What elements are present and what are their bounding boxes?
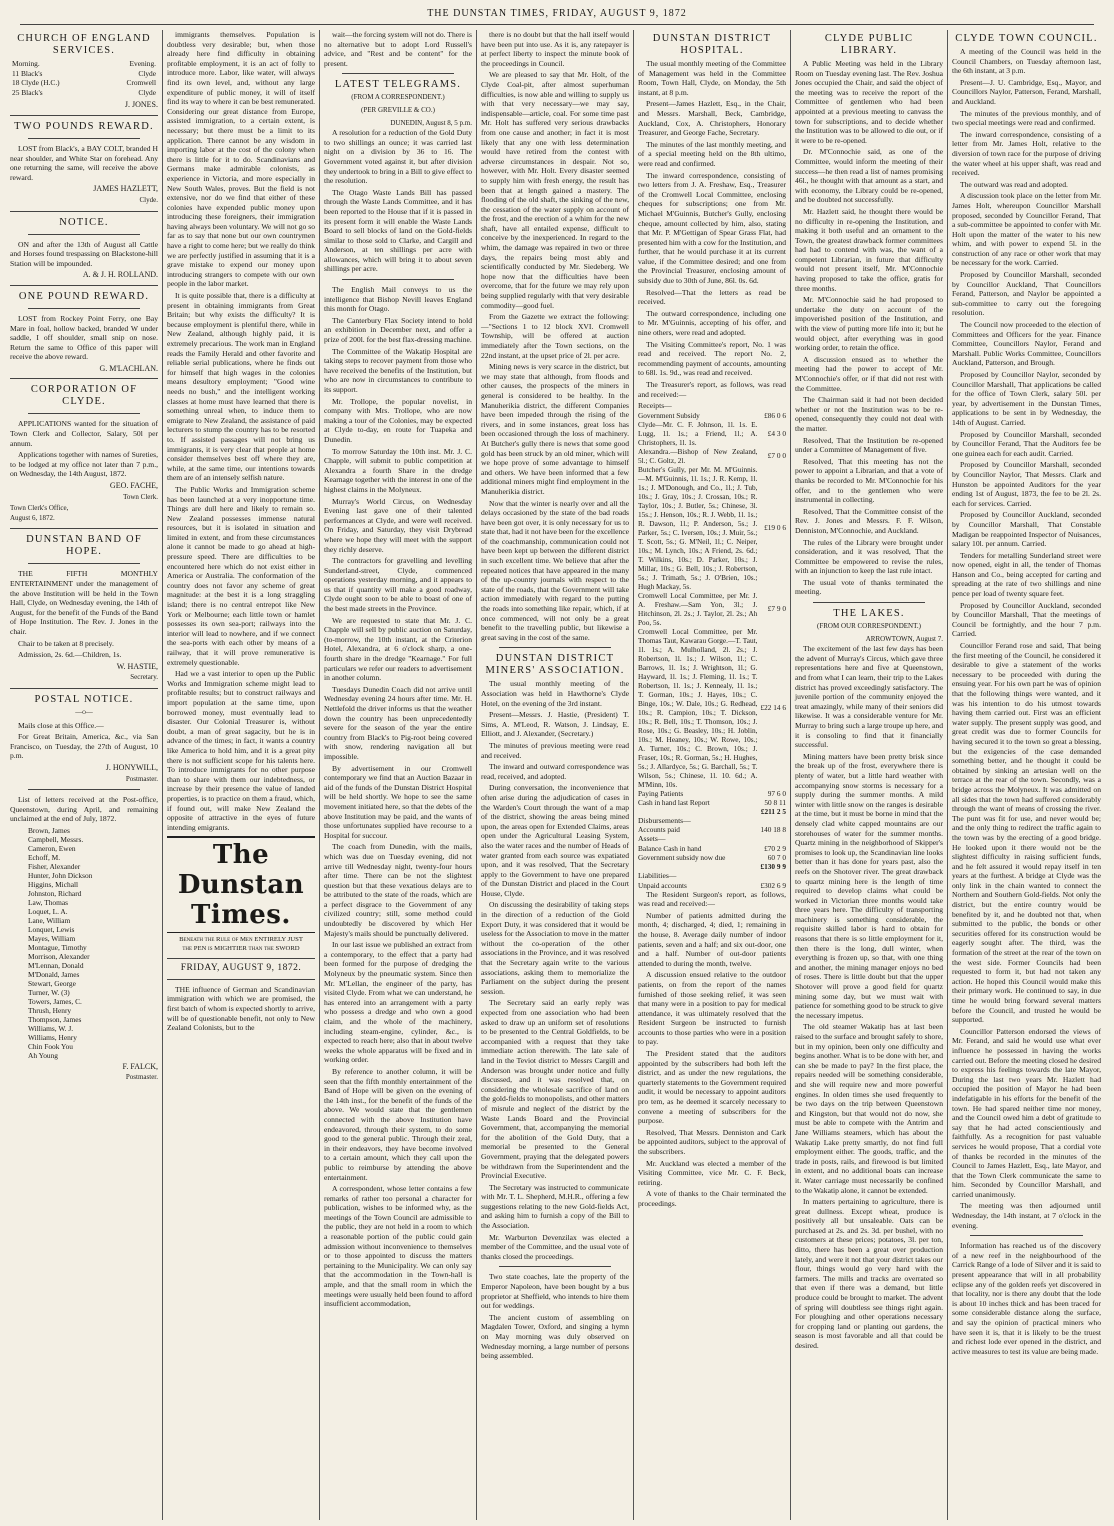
ledger-amount: £86 0 6 (764, 410, 786, 420)
column-2 (163, 30, 320, 1520)
article-paragraph: Mining news is very scarce in the district, but we may state that although, from floods and other causes, the prospects of the miners in general is considered to be healthy. In the Manuherikia district, the different Companies have been impeded through the rising of the rivers, and in some instances, great loss has been occasioned through the loss of machinery. At Butcher's gully there is news that some good gold has been struck by an old miner, which will we hope prove of some advantage to himself and others. We have been informed that a few additional miners might find employment in the Manuherikia district. (481, 362, 629, 496)
article-paragraph: A meeting of the Council was held in the Council Chambers, on Tuesday afternoon last, the 6th instant, at 3 p.m. (952, 47, 1101, 76)
band-of-hope-chair: Chair to be taken at 8 precisely. (18, 638, 114, 648)
receipts-total: £211 2 5 (760, 806, 786, 816)
column-5 (634, 30, 791, 1520)
page-header (0, 0, 1114, 28)
editorial-paragraph: immigrants themselves. Population is doubtless very desirable; but, when those already here find difficulty in obtaining profitable employment, it is an act of folly to introduce more. Labor, like water, will always find its own level, and, without any large expenditure of public money, it will of itself find its way to where it can be best remunerated. Considering our great distance from Europe, assisted immigration, to a certain extent, is necessary; but there must be a limit to its application. There cannot be any wisdom in importing labor at the cost of the colony when there is little for it to do. Scandinavians and Germans make admirable colonists, as experience in Victoria, and more especially in New South Wales, proves. But the field is not extensive, nor do we find that either of these colonies have expended public money upon introducing these foreigners, their immigration having always been voluntary. We will not go so far as to say that none but our own countrymen have a right to come here; but we really do think we are perfectly justified in assuming that it is a grave mistake to expend our money upon introducing strangers to compete with our own people in the labor market. (167, 30, 315, 289)
article-paragraph: The rules of the Library were brought under consideration, and it was resolved, That the Committee be empowered to revise the rules, with an injunction to keep the last rule intact. (795, 537, 943, 576)
article-paragraph: The Council now proceeded to the election of Committees and Officers for the year. Finance Committee, Councillors Naylor, Ferand and Marshall. Public Works Committee, Councillors Auckland, Patterson, and Brough. (952, 320, 1101, 368)
article-paragraph: The Secretary was instructed to communicate with Mr. T. L. Shepherd, M.H.R., offering a few suggestions relating to the new Gold-fields Act, and asking him to furnish a copy of the Bill to the Association. (481, 1182, 629, 1231)
receipts-title: Receipts— (638, 401, 672, 411)
band-of-hope-admission: Admission, 2s. 6d.—Children, 1s. (18, 650, 122, 660)
article-paragraph: The usual vote of thanks terminated the meeting. (795, 577, 943, 597)
ledger-amount: 140 18 8 (760, 825, 786, 835)
notice-signature: A. & J. H. ROLLAND. (82, 270, 158, 280)
ledger-amount: 60 7 0 (767, 852, 786, 862)
postal-title: Postmaster. (125, 774, 158, 783)
unclaimed-letters-list (10, 826, 158, 1060)
table-row (638, 798, 786, 807)
article-paragraph: The inward correspondence, consisting of a letter from Mr. James Holt, relative to the diversion of town race for the purpose of driving the water wheel at his upper shaft, was read and received. (952, 129, 1101, 178)
divider (10, 211, 158, 212)
running-head: THE DUNSTAN TIMES, FRIDAY, AUGUST 9, 1872 (427, 8, 687, 19)
article-paragraph: The minutes of previous meeting were read and received. (481, 740, 629, 760)
article-paragraph: A Public Meeting was held in the Library Room on Tuesday evening last. The Rev. Joshua Jones occupied the Chair, and said the object of the meeting was to receive the report of the Committee of gentlemen who had been appointed at a previous meeting to canvass the town for subscriptions, and to decide whether the Institution was to be allowed to die out, or if it were to be re-opened. (795, 59, 943, 145)
notice-heading: NOTICE. (59, 216, 109, 228)
postal-heading: POSTAL NOTICE. (34, 693, 134, 705)
list-item: Law, Thomas (28, 897, 69, 907)
article-paragraph: The usual monthly meeting of the Committee of Management was held in the Committee Room, Town Hall, Clyde, on Monday, the 5th instant, at 8 p.m. (638, 59, 786, 97)
lakes-source: (FROM OUR CORRESPONDENT.) (817, 622, 921, 631)
services-row-1-morning: 11 Black's (12, 68, 43, 78)
article-paragraph: Councillor Patterson endorsed the views of Mr. Ferand, and said he would use what ever influence he possessed in having the works carried out. Before the meeting closed he desired to express his feelings towards the late Mayor, During the last two years Mr. Hazlett had occupied the position of Mayor he had been indefatigable in his efforts for the benefit of the town. He had spared neither time nor money, and the Council owed him a debt of gratitude to say that he had acted conscientiously and faithfully. As a recognition for past valuable services he would propose, That a cordial vote of thanks be recorded in the minutes of the Council to James Hazlett, Esq., late Mayor, and that the Town Clerk communicate the same to him. Seconded by Councillor Marshall, and carried unanimously. (952, 1026, 1101, 1199)
divider (28, 138, 140, 139)
band-of-hope-title: Secretary. (130, 673, 158, 682)
table-row (638, 853, 786, 862)
postal-text-2: For Great Britain, America, &c., via San Francisco, on Tuesday, the 27th of August, 10 p.m. (10, 732, 158, 761)
article-paragraph: A discussion took place on the letter from Mr. James Holt, whereupon Councillor Marshall proposed, seconded by Councillor Ferand, That a sub-committee be appointed to confer with Mr. Holt upon the matter of the water to his new whim, and with power to expend 5l. in the construction of any race or other work that may be necessary for the work. Carried. (952, 191, 1101, 268)
divider (28, 563, 140, 564)
ledger-amount: £19 0 6 (764, 523, 786, 533)
miners-association-heading: DUNSTAN DISTRICT MINERS' ASSOCIATION. (485, 653, 625, 677)
article-paragraph: Murray's World Circus, on Wednesday Evening last gave one of their talented performances at Clyde, and were well received. On Friday, and Saturday, they visit Drybread where we hope they will meet with the support they richly deserve. (324, 496, 472, 554)
table-row (638, 862, 786, 871)
editorial-paragraph: The Public Works and Immigration scheme has been launched at a very inopportune time. Things are dull here and likely to remain so. New Zealand possesses immense natural resources, but it is isolated in situation and limited in extent, and from these circumstances alone it cannot be made to go ahead at high-pressure speed. There are difficulties to be encountered here which do not exist either in America or Australia. The conformation of the country does not favor any scheme of great magnitude: at the best it is a long straggling island; there is no central entrepot like New York or Melbourne; each little town or hamlet possesses its own sea-port; railways into the interior will lead to nowhere, and if we connect the sea-ports with each other by means of a railway, that it will prove remunerative is extremely questionable. (167, 484, 315, 667)
divider (10, 688, 158, 689)
list-item: Echoff, M. (28, 852, 61, 862)
divider (10, 378, 158, 379)
receipts-table (638, 411, 786, 816)
list-item: Cameron, Ewen (28, 843, 76, 853)
telegrams-source: (FROM A CORRESPONDENT.) (351, 93, 445, 102)
ledger-amount: £302 6 9 (760, 880, 786, 890)
reward1-place: Clyde. (139, 195, 158, 204)
ledger-amount: £70 2 9 (764, 843, 786, 853)
reward2-text: LOST from Rockey Point Ferry, one Bay Mare in foal, hollow backed, branded W under saddle, I off shoulder, small snip on nose. Return the same to Office of this paper will receive the above reward. (10, 313, 158, 362)
editorial-paragraph: THE influence of German and Scandinavian immigration with which we are promised, the first batch of whom is expected shortly to arrive, will be of questionable benefit, not only to New Zealand Colonists, but to the (167, 984, 315, 1033)
corporation-date: August 6, 1872. (10, 513, 55, 522)
article-paragraph: A resolution for a reduction of the Gold Duty to two shillings an ounce; it was carried last night on a division by 36 to 16. The Government voted against it, but after division they undertook to bring in a Bill to give effect to the resolution. (324, 128, 472, 186)
church-signature: J. JONES. (124, 100, 158, 110)
article-paragraph: Number of patients admitted during the month, 4; discharged, 4; died, 1; remaining in the house, 8. Average daily number of indoor patients, seven and a half; and six out-door, one and a half. Number of out-door patients attended to during the month, twelve. (638, 910, 786, 968)
ledger-label: Government subsidy now due (638, 852, 726, 862)
article-paragraph: The inward correspondence, consisting of two letters from J. A. Freshaw, Esq., Treasurer of the Cromwell Local Committee, enclosing cheques for subscriptions; one from Mr. Michael M'Guinnis, Butcher's Gully, enclosing cheque, amount collected by him, also, stating that Mr. P. M'Gettigan of Spear Grass Flat, had presented him with a cow for the Institution, and further, that he would purchase it at its current value, if the Committee desired; and one from the Provincial Treasurer, enclosing amount of subsidy due to 30th of June, 86l. 0s. 6d. (638, 170, 786, 286)
table-row (638, 807, 786, 816)
ledger-amount: 50 8 11 (764, 797, 786, 807)
article-paragraph: Resolved, That the Committee consist of the Rev. J. Jones and Messrs. F. F. Wilson, Denniston, M'Connochie, and Auckland. (795, 506, 943, 535)
article-paragraph: A discussion ensued as to whether the meeting had the power to accept of Mr. M'Connochie's offer, or if that did not rest with the Committee. (795, 354, 943, 393)
article-paragraph: A correspondent, whose letter contains a few remarks of rather too personal a character for publication, wishes to be informed why, as the meetings of the Town Council are admissible to the public, they are not held in a room to which a reasonable portion of the public could gain admission without inconvenience to themselves or to those appointed to discuss the matters pertaining to the Municipality. We can only say that the accommodation in the Town-hall is ample, and that the small room in which the meetings were usually held been found to afford insufficient accommodation, (324, 1184, 472, 1309)
article-paragraph: Present—James Hazlett, Esq., in the Chair, and Messrs. Marshall, Beck, Cambridge, Auckland, Cox, A. Christophers, Honorary Treasurer, and George Fache, Secretary. (638, 99, 786, 138)
article-paragraph: there is no doubt but that the hall itself would have been put into use. As it is, any ratepayer is at perfect liberty to inspect the minute book of the proceedings in Council. (481, 30, 629, 68)
divider (342, 279, 454, 280)
corporation-signature: GEO. FACHE, (109, 481, 158, 491)
postmaster-title: Postmaster. (125, 1073, 158, 1082)
reward2-signature: G. M'LACHLAN. (99, 363, 158, 373)
divider (10, 115, 158, 116)
table-row (638, 465, 786, 591)
article-paragraph: Information has reached us of the discovery of a new reef in the neighbourhood of the Carrick Range of a lode of Silver and it is said to present appearance that will in all probability eclipse any of the golden reefs yet discovered in that locality, nor is there any doubt that the lode is about 10 inches thick and has been traced for some considerable distance along the surface, and say the opinion of practical miners who have seen it is, that it is likely to be the truest and richest lode ever opened in the district, and active measures to test its value are being made. (952, 1241, 1101, 1356)
list-item: Lonquet, Lewis (28, 924, 75, 934)
article-paragraph: The outward was read and adopted. (960, 179, 1068, 189)
article-paragraph: The Committee of the Wakatip Hospital are taking steps to recover payment from those who have received the benefits of the Institution, but who are now in circumstances to contribute to its support. (324, 346, 472, 394)
masthead-motto-2: the PEN is MIGHTIER than the SWORD (182, 945, 300, 953)
article-paragraph: The contractors for gravelling and levelling Sunderland-street, Clyde, commenced operations yesterday morning, and it appears to us that if quantity will make a good roadway, Clyde ought soon to be able to boast of one of the best made streets in the Province. (324, 556, 472, 614)
corporation-text-2: Applications together with names of Sureties, to be lodged at my office not later than 7 p.m., on Wednesday, the 14th August, 1872. (10, 450, 158, 479)
divider (167, 958, 315, 959)
article-paragraph: During conversation, the inconvenience that often arise during the adjudication of cases in the Warden's Court through the want of a map of the district, showing the areas being mined upon, the areas open for Extended Claims, areas open under the Agricultural Leasing System, also the water races and the number of Heads of water granted from each source was expatiated upon, and it was resolved, That the Secretary apply to the Government to have one prepared of the Dunstan District and placed in the Court House, Clyde. (481, 783, 629, 898)
table-row (638, 789, 786, 798)
ledger-label: Balance Cash in hand (638, 843, 702, 853)
header-rule (20, 24, 1094, 25)
article-paragraph: Present—Messrs. J. Hastie, (President) T. Sims, A. M'Leod, R. Watson, J. Lindsay, E. Elliott, and J. Alexander, (Secretary.) (481, 710, 629, 739)
list-item: Chin Fook You (28, 1041, 73, 1051)
divider (28, 789, 140, 790)
town-council-heading: CLYDE TOWN COUNCIL. (955, 33, 1098, 44)
editorial-paragraph: It is quite possible that, there is a difficulty at present in obtaining immigrants from Great Britain; but why exists the difficulty? It is because employment is plentiful there, while in New Zealand, although highly paid, it is extremely precarious. The work man in England reads the Family Herald and other favorite and reliable serial publications, where he finds out for himself that high wages in the colonies means desultory employment; "Good wine needs no bush," and the intelligent working classes at home must have learned that there is something unreal when, to induce them to emigrate to New Zealand, the assistance of paid lecturers to stump the country has to be resorted to. If assisted passages will not bring us immigrants, it is very clear that people at home consider themselves best off where they are, while, at the same time, our intentions towards them are of an intensely selfish nature. (167, 291, 315, 483)
ledger-label: Paying Patients (638, 788, 684, 798)
assets-title: Assets— (638, 834, 666, 844)
list-item: Campbell, Messrs. (28, 834, 84, 844)
list-item: Mayes, William (28, 933, 76, 943)
article-paragraph: Proposed by Councillor Marshall, seconded by Councillor Auckland, That Councillors Ferand, Patterson, and Naylor be appointed a sub-committee to carry out the foregoing resolution. (952, 270, 1101, 318)
article-paragraph: The ancient custom of assembling on Magdalen Tower, Oxford, and singing a hymn on May morning was duly observed on Wednesday morning, a large number of persons being assembled. (481, 1312, 629, 1361)
article-paragraph: Resolved, That Messrs. Denniston and Cark be appointed auditors, subject to the approval of the subscribers. (638, 1127, 786, 1156)
article-paragraph: In our last issue we published an extract from a contemporary, to the effect that a party had been formed for the purpose of dredging the Molyneux by the pneumatic system. Since then Mr. M'Lellan, the engineer of the party, has visited Clyde. From what we can understand, he has entered into an arrangement with a party who possess a dredge and who own a good claim, and the whole of the machinery, including steam-engine, cylinder, &c., is expected to reach here; also that in about twelve weeks the whole apparatus will be fixed and in working order. (324, 940, 472, 1065)
article-paragraph: Mr. Auckland was elected a member of the Visiting Committee, vice Mr. C. F. Beck, retiring. (638, 1158, 786, 1187)
list-item: Lane, William (28, 915, 71, 925)
article-paragraph: The Canterbury Flax Society intend to hold an exhibition in December next, and offer a prize of 200l. for the best flax-dressing machine. (324, 315, 472, 345)
article-paragraph: Proposed by Councillor Marshall, seconded by Councillor Naylor, That Messrs. Clark and Hunston be appointed Auditors for the year ending 1st of August, 1873, the fee to be 2l. 2s. each for services. Carried. (952, 460, 1101, 508)
article-paragraph: The coach from Dunedin, with the mails, which was due on Tuesday evening, did not arrive till Wednesday night, twenty-four hours after time. There can be not the slightest question but that these vexatious delays are to be attributed to the state of the roads, which are a perfect disgrace to the Government of any civilized country; still, some method could undoubtedly be discovered by which Her Majesty's mails should be punctually delivered. (324, 842, 472, 938)
reward1-heading: TWO POUNDS REWARD. (14, 120, 154, 132)
list-item: Higgins, Michall (28, 879, 79, 889)
band-of-hope-heading: DUNSTAN BAND OF HOPE. (26, 534, 142, 558)
ledger-label: Accounts paid (638, 825, 680, 835)
article-paragraph: Mr. Warburton Devenzilax was elected a member of the Committee, and the usual vote of thanks closed the proceedings. (481, 1232, 629, 1261)
library-heading: CLYDE PUBLIC LIBRARY. (824, 33, 914, 56)
list-item: Hunter, John Dickson (28, 870, 93, 880)
column-3 (320, 30, 477, 1520)
disbursements-title: Disbursements— (638, 815, 691, 825)
article-paragraph: A vote of thanks to the Chair terminated the proceedings. (638, 1189, 786, 1208)
article-paragraph: By advertisement in our Cromwell contemporary we find that an Auction Bazaar in aid of the funds of the Dunstan District Hospital will be held shortly. We hope to see the same movement initiated here, so that the debts of the above Institution may be paid, and the wants of those unfortunates supplied have recourse to a Hospital for succour. (324, 763, 472, 840)
article-paragraph: Present—J. U. Cambridge, Esq., Mayor, and Councillors Naylor, Patterson, Ferand, Marshall, and Auckland. (952, 77, 1101, 106)
article-paragraph: Proposed by Councillor Auckland, seconded by Councillor Marshall, That the meetings of Council be fortnightly, and the hour 7 p.m. Carried. (952, 600, 1101, 639)
services-row-3-morning: 25 Black's (12, 87, 43, 97)
divider (10, 528, 158, 529)
assets-table (638, 844, 786, 871)
church-heading: CHURCH OF ENGLAND SERVICES. (17, 33, 151, 56)
article-paragraph: Two state coaches, late the property of the Emperor Napoleon, have been bought by a bus proprietor at Sheffield, who intends to hire them out for weddings. (481, 1272, 629, 1311)
list-item: Ah Young (28, 1050, 58, 1060)
ledger-amount: £7 0 0 (767, 451, 786, 461)
list-item: Williams, Henry (28, 1032, 77, 1042)
ledger-label: Unpaid accounts (638, 880, 687, 890)
article-paragraph: wait—the forcing system will not do. There is no alternative but to adopt Lord Russell's advice, and "Rest and be content" for the present. (324, 30, 472, 68)
services-header-morning: Morning. (12, 59, 40, 68)
band-of-hope-text: THE FIFTH MONTHLY ENTERTAINMENT under the management of the above Institution will be held in the Town Hall, Clyde, on Wednesday evening, the 14th of August, for the benefit of the Funds of the Band of Hope Institution. The Rev. J. Jones in the chair. (10, 569, 158, 636)
list-item: Johnston, Richard (28, 888, 82, 898)
ledger-label: Cromwell Local Committee, per Mr. J. A. Freshaw.—Sam Yon, 3l.; J. Hitchinson, 2l. 2s.; J. Taylor, 2l. 2s.; Ah Poo, 5s. (638, 590, 758, 627)
ledger-label: Cromwell Local Committee, per Mr. Thomas Taut, Kawarau Gorge.—T. Taut, 1l. 1s.; A. Mulholland, 2l. 2s.; J. Robertson, 1l. 1s.; J. Wilson, 1l.; C. Barrows, 1l. 1s.; J. Wrightson, 1l.; G. Hayward, 1l. 1s.; J. Fleming, 1l. 1s.; T. Robertson, 1l. 1s.; J. Kennealy, 1l. 1s.; T. Gorman, 10s.; J. Hayes, 10s.; C. Binge, 10s.; W. Dale, 10s.; G. Redhead, 10s.; R. Campion, 10s.; T. Dickson, 10s.; R. Bell, 10s.; T. Thomson, 10s.; J. Rose, 10s.; G. Beasley, 10s.; H. Joblin, 10s.; M. Heaney, 10s.; W. Rowe, 10s.; A. Turner, 10s.; C. Brown, 10s.; J. Fraser, 10s.; R. Gorman, 5s.; H. Hughes, 5s.; J. Allardyce, 5s.; G. Barchall, 5s.; T. Wilson, 5s.; Chinese, 1l. 10. 6d.; A. M'Minn, 10s. (638, 626, 758, 789)
article-paragraph: The President stated that the auditors appointed by the subscribers had both left the district, and as under the new regulations, the quarterly statements to the Government required audit, it would be necessary to appoint auditors pro tem, as he deemed it scarcely necessary to convene a meeting of subscribers for the purpose. (638, 1049, 786, 1126)
table-row (638, 591, 786, 627)
article-paragraph: On discussing the desirability of taking steps in the direction of a reduction of the Gold Export Duty, it was considered that it would be useless for the Association to move in the matter without the co-operation of the other associations in the Province, and it was resolved that the Secretary again write to the various associations, asking them to memorialize the Parliament on the subject during the present session. (481, 900, 629, 996)
table-row (638, 844, 786, 853)
masthead-motto-1: Beneath the Rule of Men ENTIRELY JUST (179, 936, 303, 944)
article-paragraph: Mr. M'Connochie said he had proposed to undertake the duty on account of the impoverished position of the Institution, and with the view of putting more life into it; but he would object, after everything was in good working order, to retain the office. (795, 295, 943, 353)
list-item: Turner, W. (3) (28, 987, 70, 997)
list-item: Brown, James (28, 825, 70, 835)
services-header-evening: Evening. (129, 59, 156, 68)
column-1 (6, 30, 163, 1520)
list-item: Fisher, Alexander (28, 861, 81, 871)
divider (167, 979, 315, 980)
ledger-amount: £22 14 6 (760, 703, 786, 713)
divider (499, 647, 611, 648)
article-paragraph: Mr. Hazlett said, he thought there would be no difficulty in re-opening the Institution, and making it both useful and an ornament to the Town, the greatest drawback former committees had had to contend with was, the want of a competent Librarian, in future that difficulty would not present itself, Mr. M'Connochie having proposed to take the office, gratis for three months. (795, 206, 943, 293)
ledger-label: Government Subsidy (638, 410, 700, 420)
article-paragraph: The usual monthly meeting of the Association was held in Hawthorne's Clyde Hotel, on the evening of the 3rd instant. (481, 679, 629, 708)
telegrams-heading: LATEST TELEGRAMS. (334, 79, 462, 91)
article-paragraph: The minutes of the last monthly meeting, and of a special meeting held on the 8th ultimo, were read and confirmed. (638, 139, 786, 168)
ledger-label: Alexandra.—Bishop of New Zealand, 5l.; C. Goltz, 2l. (638, 446, 758, 465)
article-paragraph: The outward correspondence, including one to Mr. M'Guinnis, accepting of his offer, and nine others, were read and adopted. (638, 308, 786, 338)
article-paragraph: Resolved, That this meeting has not the power to appoint a Librarian, and that a vote of thanks be recorded to Mr. M'Connochie for his offer, and to the gentlemen who were instrumental in collecting. (795, 456, 943, 505)
article-paragraph: Mr. Trollope, the popular novelist, in company with Mrs. Trollope, who are now making a tour of the Colonies, may be expected at Clyde to-day, en route for Tuapeka and Dunedin. (324, 396, 472, 444)
reward1-signature: JAMES HAZLETT, (93, 184, 158, 194)
ledger-amount: 97 6 0 (767, 788, 786, 798)
article-paragraph: We are pleased to say that Mr. Holt, of the Clyde Coal-pit, after almost superhuman difficulties, is now able and willing to supply us with that very necessary—we may say, indispensable—article, coal. For some time past Mr. Holt has suffered very serious drawbacks from one cause and another; in fact it is most likely that any one with less determination would have retired from the contest with adverse circumstances in despair. Not so, however, with Mr. Holt. Every disaster seemed to supply him with fresh energy, the result has been that at length gained a mastery. The flooding of the old shaft, the sinking of the new, the cessation of the water supply on account of the frost, and the erection of a whim for the new shaft, have all entailed expense, difficult to conceive by the inexperienced. In regard to the whim, the damage was repaired in two or three days, the repairs being most ably and scientifically conducted by Mr. Siedeberg. We hope now that the difficulties have been overcome, that for the future we may rely upon being supplied regularly with that very desirable commodity—good fuel. (481, 70, 629, 310)
disbursements-table (638, 825, 786, 834)
reward1-text: LOST from Black's, a BAY COLT, branded H near shoulder, and White Star on forehead. Any one returning the same, will receive the above reward. (10, 143, 158, 182)
telegrams-agent: (PER GREVILLE & CO.) (361, 105, 435, 114)
table-row (638, 420, 786, 447)
table-row (638, 881, 786, 890)
postal-text-3: List of letters received at the Post-office, Queenstown, during April, and remaining unclaimed at the end of July, 1872. (10, 795, 158, 824)
column-7 (948, 30, 1105, 1520)
article-paragraph: Councillor Ferand rose and said, That being the first meeting of the Council, he considered it desirable to give a statement of the works necessary to be proceeded with during the ensuing year. For his own part he was of opinion that the following things were wanted, and it was his intention to do his utmost towards having them carried out. First was an efficient water supply. The present supply was good, and great credit was due to former Councils for having secured it to the town so great a blessing, but the exigencies of the case demanded something better, and he thought it could be obtained by sinking an artesian well on the terrace at the rear of the town. Secondly, was a bridge across the Molyneux. It was admitted on all sides that the town had suffered considerably through the want of means of crossing the river. The punt was fit for use, and never would be; and the only thing to redirect the traffic again to the town was by the erecting of a good bridge. He looked upon it there would not be the slightest difficulty in raising sufficient funds, and he felt assured it would repay itself in ten years at the furthest. A bridge at Clyde was the only link in the chain wanted to connect the Northern and Southern Gold-fields. Not only the district, but the entire country would be benefited by it, and he doubted not that, when submitted to the public, the bonds or other securities offered for its construction would be eagerly sought after. The third, was the formation of the street at the rear of the town on the west side. Former Councils had been requested to form it, but had not taken any action. He hoped this Council would make this their primary work. He continued to say, in due time he would bring forward several matters before the Council, and trusted he would be supported. (952, 641, 1101, 1025)
article-paragraph: From the Gazette we extract the following:—"Sections 1 to 12 block XVI. Cromwell Township, will be offered at auction immediately after the Town sections, on the 22nd instant, at the upset price of 2l. per acre. (481, 312, 629, 360)
divider (28, 308, 140, 309)
list-item: Morrison, Alexander (28, 951, 90, 961)
corporation-text-1: APPLICATIONS wanted for the situation of Town Clerk and Collector, Salary, 50l per annum. (10, 419, 158, 448)
notice-text: ON and after the 13th of August all Cattle and Horses found trespassing on Blackstone-hill Station will be impounded. (10, 239, 158, 268)
article-paragraph: We are requested to state that Mr. J. C. Chapple will sell by public auction on Saturday, (to-morrow, the 10th instant, at the Criterion Hotel, Alexandra, at 6 o'clock sharp, a one-fourth share in the dredge "Kearnage." For full particulars we refer our readers to advertisement in another column. (324, 615, 472, 683)
lakes-dateline: ARROWTOWN, August 7. (865, 634, 943, 643)
table-row (638, 825, 786, 834)
divider (813, 602, 925, 603)
article-paragraph: The Resident Surgeon's report, as follows, was read and received:— (638, 889, 786, 909)
list-item: Towers, James, C. (28, 996, 82, 1006)
article-paragraph: Proposed by Councillor Marshall, seconded by Councillor Ferand, That the Auditors fee be one guinea each for each audit. Carried. (952, 429, 1101, 458)
lakes-heading: THE LAKES. (833, 608, 905, 620)
postal-text-1: Mails close at this Office.— (18, 720, 104, 730)
article-paragraph: To morrow Saturday the 10th inst. Mr. J. C. Chapple, will submit to public competition at Alexandra a fourth Share in the dredge Kearnage together with the interest in one of the highest claims in the Molyneux. (324, 446, 472, 494)
table-row (638, 411, 786, 420)
list-item: Williams, W. J. (28, 1023, 74, 1033)
table-row (638, 627, 786, 789)
ledger-label: Clyde—Mr. C. F. Johnson, 1l. 1s. E. Lugg, 1l. 1s.; a Friend, 1l.; A. Christophers, 1l. 1s. (638, 419, 758, 447)
newspaper-masthead: The Dunstan Times. (167, 836, 315, 933)
article-paragraph: By reference to another column, it will be seen that the fifth monthly entertainment of the Band of Hope will be given on the evening of the 14th inst., for the benefit of the funds of the above. We would state that the gentlemen connected with the above Institution have endeavored, through their system, to do some good to the general public. Through their zeal, in their endeavors, they have become involved to a certain amount, which they call upon the public to reimburse by attending the above entertainment. (324, 1066, 472, 1182)
hospital-heading: DUNSTAN DISTRICT HOSPITAL. (652, 33, 772, 56)
postal-dash: —o— (75, 707, 93, 716)
article-paragraph: The excitement of the last few days has been the advent of Murray's Circus, which gave three representations here and five at Queenstown, and from what I can learn, their trip to the Lakes district has proved exceedingly satisfactory. The juvenile portion of the community enjoyed the treat amazingly, while many of their seniors did likewise. It was a considerable venture for Mr. Murray to bring such a large troupe up here, and it is consoling to find that it financially successful. (795, 644, 943, 750)
article-paragraph: Tuesdays Dunedin Coach did not arrive until Wednesday evening 24 hours after time. Mr. H. Nettlefold the driver informs us that the weather down the country has been unprecedentedly severe for the season of the year the entire country from Black's to Pig-root being covered with snow, rendering navigation all but impossible. (324, 684, 472, 761)
reward2-heading: ONE POUND REWARD. (18, 290, 150, 302)
services-row-3-evening: Clyde (138, 87, 156, 97)
article-paragraph: The inward and outward correspondence was read, received, and adopted. (481, 762, 629, 781)
list-item: Thompson, James (28, 1014, 82, 1024)
article-paragraph: A discussion ensued relative to the outdoor patients, on from the report of the names furnished of those seeking relief, it was seen that many were in a position to pay for medical attendance, it was ultimately resolved that the Resident Surgeon be instructed to furnish accounts to those parties who were in a position to pay. (638, 970, 786, 1047)
article-paragraph: Dr. M'Connochie said, as one of the Committee, would inform the meeting of their success—he then read a list of names promising 46l., he thought with that amount as a start, and with economy, the Library could be re-opened, and be doubted not successfully. (795, 147, 943, 205)
column-6 (791, 30, 948, 1520)
corporation-title: Town Clerk. (123, 492, 158, 501)
table-row (638, 447, 786, 465)
ledger-label: Butcher's Gully, per Mr. M. M'Guinnis.—M. M'Guinnis, 1l. 1s.; J. R. Kemp, 1l. 1s.; J. M'Donough, and Co., 1l.; J. Tub, 10s.; J. Gray, 10s.; J. Crossan, 10s.; R. Taylor, 10s.; J. Butler, 5s.; Chinese, 3l. 15s.; J. Henson, 10s.; R. J. Webb, 1l. 1s.; R. Dawson, 1l.; P. Anderson, 5s.; J. Parker, 5s.; C. Iversen, 10s.; J. Muir, 5s.; T. Scott, 5s.; G. M'Neil, 1l.; C. Neiper, 10s.; M. Lynch, 10s.; A Friend, 2s. 6d.; T. Wilkins, 10s.; D. Parker, 10s.; J. Millar, 10s.; G. Bell, 10s.; J. Robertson, 5s.; J. Trimath, 5s.; J. O'Brien, 10s.; Hugh Mackay, 5s. (638, 464, 758, 591)
issue-date: FRIDAY, AUGUST 9, 1872. (180, 963, 302, 974)
article-paragraph: The Chairman said it had not been decided whether or not the Institution was to be re-opened, consequently they could not deal with the matter. (795, 395, 943, 433)
church-services-table (10, 59, 158, 97)
article-paragraph: The minutes of the previous monthly, and of two special meetings were read and confirmed. (952, 108, 1101, 128)
divider (28, 413, 140, 414)
article-paragraph: Tenders for metalling Sunderland street were now opened, eight in all, the tender of Thomas Hanson and Co., being accepted for carting and spreading at the rate of two shillings and nine pence per load of twenty square feet. (952, 550, 1101, 599)
services-row-2-evening: Cromwell (126, 78, 156, 88)
ledger-amount: £4 3 0 (767, 428, 786, 438)
article-paragraph: The Secretary said an early reply was expected from one association who had been asked to draw up an uniform set of resolutions to be presented to the Central Goldfields, to be accompanied with a request that they take immediate action therewith. The late sale of land in the Teviot district to Messrs Cargill and Anderson was brought under notice and fully discussed, and it was resolved that, on considering the wholesale sacrifice of land on the gold-fields to monopolists, and other matters of misrule and neglect of the district by the Waste Lands Board and the Provincial Government, that, accompanying the memorial for the abolition of the Gold Duty, that a memorial be presented to the General Government, praying that the delegated powers be withdrawn from the Superintendent and the Provincial Executive. (481, 998, 629, 1181)
band-of-hope-signature: W. HASTIE, (116, 661, 158, 671)
divider (970, 1235, 1083, 1236)
divider (28, 234, 140, 235)
article-paragraph: Resolved—That the letters as read be received. (638, 287, 786, 307)
editorial-paragraph: Had we a vast interior to open up the Public Works and Immigration scheme might lead to profitable results; but to construct railways and import population at the same time, upon borrowed money, must eventually lead to disaster. Our Colonial Treasurer is, without doubt, a man of great sagacity, but he is in advance of the times; in fact, it wants a country like America to hold him, and it is a great pity there is not sufficient scope for his talents here. To introduce immigrants for no other purpose than to share with them our indebtedness, or increase by their presence the value of landed properties, is to practice on them a fraud, which, if found out, will make New Zealand the opposite of attractive in the eyes of future intending emigrants. (167, 669, 315, 832)
divider (499, 1266, 611, 1267)
article-paragraph: The old steamer Wakatip has at last been raised to the surface and brought safely to shore, but in my opinion, been only one difficulty and begins another. What is to be done with her, and can she be made to pay? In the first place, the repairs needed will be something considerable, and she will require new and more powerful engines. In olden times she used frequently to be two days on the trip between Queenstown and Kingston, but that would not do now, she must be able to compete with the Antrim and Jane Williams steamers, which has about the Wakatip Lake pretty smartly, do not find full employment either. The goods, traffic, and the trade in posts, rails, and firewood is but limited in extent, and no additional boats can increase it. Water carriage must necessarily be confined to the Wakatip alone, it cannot be extended. (795, 1022, 943, 1195)
article-paragraph: Resolved, That the Institution be re-opened under a Committee of Management of five. (795, 435, 943, 455)
postmaster-signature: F. FALCK, (122, 1061, 158, 1071)
article-paragraph: In matters pertaining to agriculture, there is great dullness. Except wheat, produce is positively all but unsaleable. Oats can be purchased at 2s. and 2s. 3d. per bushel, with no customers at these prices; potatoes, 3l. per ton, ditto, there has been a great over production lately, and were it not that your district takes our flour, things would go very hard with the farmers. The mills and tracks are overrated so that even if there was a demand, but little produce could be brought to market. The advent of spring will doubtless see things right again. For ploughing and other operations necessary for cropping land or planting out gardens, the season is most favorable and all that could be desired. (795, 1197, 943, 1350)
corporation-office: Town Clerk's Office, (10, 504, 69, 513)
list-item: Stewart, George (28, 978, 76, 988)
services-row-2-morning: 18 Clyde (H.C.) (12, 78, 60, 88)
article-paragraph: Proposed by Councillor Naylor, seconded by Councillor Marshall, That applications be called for the office of Town Clerk, salary 50l. per year, by advertisement in the Dunstan Times, applications to be sent in by Wednesday, the 14th of August. Carried. (952, 370, 1101, 427)
services-row-1-evening: Clyde (138, 68, 156, 78)
liabilities-title: Liabilities— (638, 870, 677, 880)
list-item: Loquet, L. A. (28, 906, 68, 916)
article-paragraph: The Otago Waste Lands Bill has passed through the Waste Lands Committee, and it has been reported to the House that if it is passed in its present form it will enable the Waste Lands Board to sell blocks of land on the Gold-fields similar to those sold to Clarke, and Cargill and Anderson, at ten shillings per acre with allowances, which will bring it to about seven shillings per acre. (324, 187, 472, 274)
article-paragraph: Now that the winter is nearly over and all the delays occasioned by the state of the bad roads have been got over, it is only necessary for us to state that, had it not have been for the excellence of the coachmanship, communication could not have been kept up between the different district in such excellent time. We believe that after the repeated notices that have appeared in the many of the up-country journals with respect to the state of the roads, that the Government will take action immediately with regard to the putting the roads into something like repair, which, if at once commenced, will not only be a great benefit to the travelling public, but likewise a great saving in the cost of the same. (481, 498, 630, 642)
corporation-heading: CORPORATION OF CLYDE. (30, 384, 138, 408)
divider (10, 285, 158, 286)
ledger-label: Cash in hand last Report (638, 797, 710, 807)
list-item: M'Donald, James (28, 969, 80, 979)
article-paragraph: The Visiting Committee's report, No. 1 was read and received. The report No. 2, recommending payment of accounts, amounting to 68l. 1s. 9d., was read and received. (638, 339, 786, 378)
list-item: M'Lennan, Donald (28, 960, 84, 970)
liabilities-table (638, 881, 786, 890)
assets-total: £130 9 9 (760, 861, 786, 871)
divider (342, 73, 454, 74)
postal-signature: J. HONYWILL, (105, 762, 158, 772)
article-paragraph: The meeting was then adjourned until Wednesday, the 14th instant, at 7 o'clock in the evening. (952, 1201, 1101, 1230)
article-paragraph: Proposed by Councillor Auckland, seconded by Councillor Marshall, That Constable Madigan be reappointed Inspector of Nuisances, salary 10l. per annum. Carried. (952, 510, 1101, 549)
ledger-amount: £7 9 0 (767, 604, 786, 614)
article-paragraph: The Treasurer's report, as follows, was read and received:— (638, 380, 786, 399)
article-paragraph: Mining matters have been pretty brisk since the break up of the frost, everywhere there is plenty of water, but a little hard weather with accompanying snow storms is necessary for a supply during the summer months. A mild winter with little snow on the ranges is desirable at the time, but it must be borne in mind that the densely clad white capped mountains are our storehouses of water for the summer months. Quartz mining in the neighborhood of Skipper's promises to look up, the Scandinavian line looks better than it has done for years past, also the reefs on the Shotover river. The great drawback to quartz mining here is the length of time required to develop claims what could be worked in Victorian three months would take three years here. The difficulty of transporting machinery is something considerable, the requisite skilled labor is hard to obtain for reasons that there is so little employment for it, then there is the long, dull winter, when everything is frozen up, so that, with one thing and another, the mining manager enjoys no bed of roses. There is little doubt but that the upper Shotover will prove a good field for quartz mining some day, but we must wait with patience for something good to be struck to give the necessary impetus. (795, 751, 943, 1020)
column-4 (477, 30, 634, 1520)
telegrams-dateline: DUNEDIN, August 8, 5 p.m. (390, 118, 472, 127)
list-item: Thrush, Henry (28, 1005, 72, 1015)
newspaper-columns (6, 30, 1108, 1520)
list-item: Montague, Timothy (28, 942, 87, 952)
article-paragraph: The English Mail conveys to us the intelligence that Bishop Nevill leaves England this month for Otago. (324, 285, 472, 314)
